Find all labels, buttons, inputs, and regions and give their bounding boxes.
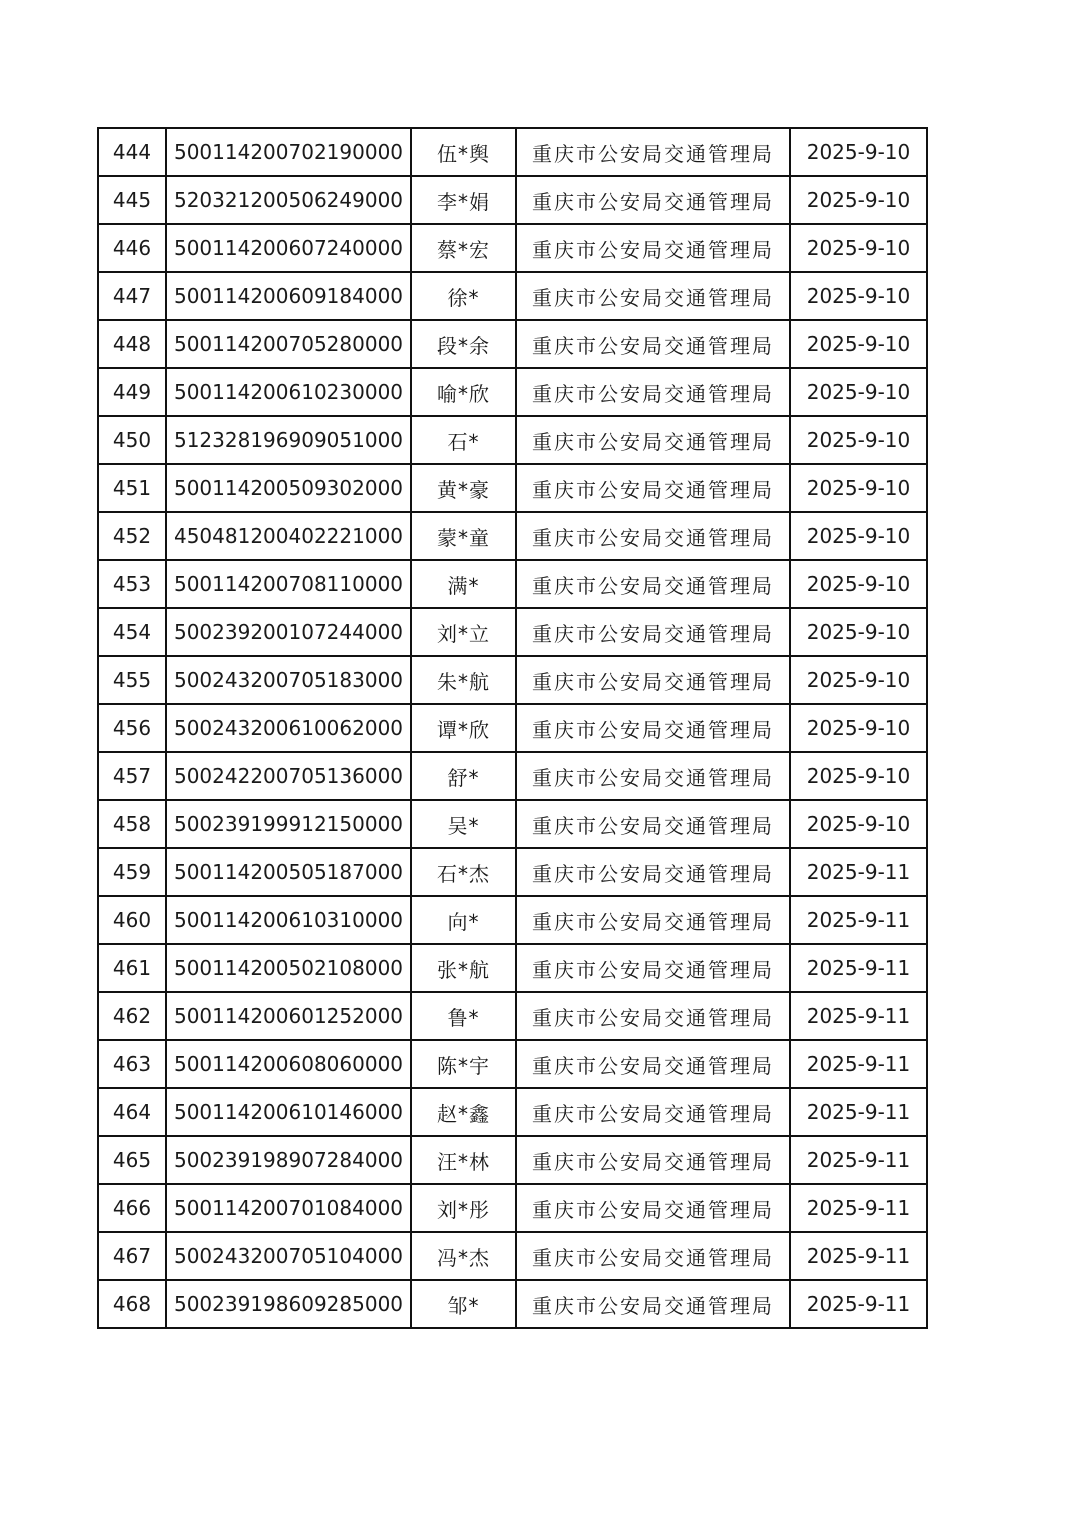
person-name-cell: 张*航: [411, 944, 516, 992]
date-cell: 2025-9-10: [790, 704, 927, 752]
table-row: [98, 464, 927, 512]
table-row: [98, 1232, 927, 1280]
table-row: [98, 656, 927, 704]
person-name-cell: 石*杰: [411, 848, 516, 896]
row-number-cell: 464: [98, 1088, 166, 1136]
person-name-cell: 蔡*宏: [411, 224, 516, 272]
date-cell: 2025-9-10: [790, 560, 927, 608]
row-number-cell: 444: [98, 128, 166, 176]
table-row: [98, 1040, 927, 1088]
id-number-cell: 500114200705280000: [166, 320, 411, 368]
table-row: [98, 272, 927, 320]
date-cell: 2025-9-10: [790, 128, 927, 176]
id-number-cell: 500239198609285000: [166, 1280, 411, 1328]
person-name-cell: 伍*舆: [411, 128, 516, 176]
row-number-cell: 448: [98, 320, 166, 368]
person-name-cell: 陈*宇: [411, 1040, 516, 1088]
id-number-cell: 500114200610310000: [166, 896, 411, 944]
date-cell: 2025-9-11: [790, 1280, 927, 1328]
table-row: [98, 848, 927, 896]
id-number-cell: 500239198907284000: [166, 1136, 411, 1184]
date-cell: 2025-9-10: [790, 224, 927, 272]
date-cell: 2025-9-10: [790, 368, 927, 416]
person-name-cell: 邹*: [411, 1280, 516, 1328]
authority-cell: 重庆市公安局交通管理局: [516, 1280, 790, 1328]
authority-cell: 重庆市公安局交通管理局: [516, 1136, 790, 1184]
row-number-cell: 456: [98, 704, 166, 752]
authority-cell: 重庆市公安局交通管理局: [516, 128, 790, 176]
date-cell: 2025-9-10: [790, 464, 927, 512]
row-number-cell: 447: [98, 272, 166, 320]
row-number-cell: 457: [98, 752, 166, 800]
row-number-cell: 463: [98, 1040, 166, 1088]
date-cell: 2025-9-11: [790, 992, 927, 1040]
date-cell: 2025-9-11: [790, 1232, 927, 1280]
date-cell: 2025-9-10: [790, 656, 927, 704]
date-cell: 2025-9-11: [790, 1040, 927, 1088]
authority-cell: 重庆市公安局交通管理局: [516, 560, 790, 608]
id-number-cell: 500114200509302000: [166, 464, 411, 512]
authority-cell: 重庆市公安局交通管理局: [516, 1040, 790, 1088]
authority-cell: 重庆市公安局交通管理局: [516, 224, 790, 272]
date-cell: 2025-9-10: [790, 416, 927, 464]
person-name-cell: 石*: [411, 416, 516, 464]
row-number-cell: 467: [98, 1232, 166, 1280]
person-name-cell: 冯*杰: [411, 1232, 516, 1280]
authority-cell: 重庆市公安局交通管理局: [516, 416, 790, 464]
row-number-cell: 468: [98, 1280, 166, 1328]
id-number-cell: 500114200708110000: [166, 560, 411, 608]
id-number-cell: 500114200608060000: [166, 1040, 411, 1088]
person-name-cell: 赵*鑫: [411, 1088, 516, 1136]
date-cell: 2025-9-10: [790, 512, 927, 560]
row-number-cell: 460: [98, 896, 166, 944]
authority-cell: 重庆市公安局交通管理局: [516, 272, 790, 320]
date-cell: 2025-9-10: [790, 608, 927, 656]
row-number-cell: 445: [98, 176, 166, 224]
table-row: [98, 320, 927, 368]
id-number-cell: 500243200705104000: [166, 1232, 411, 1280]
date-cell: 2025-9-11: [790, 944, 927, 992]
person-name-cell: 汪*林: [411, 1136, 516, 1184]
authority-cell: 重庆市公安局交通管理局: [516, 656, 790, 704]
table-row: [98, 368, 927, 416]
authority-cell: 重庆市公安局交通管理局: [516, 848, 790, 896]
authority-cell: 重庆市公安局交通管理局: [516, 1232, 790, 1280]
person-name-cell: 刘*立: [411, 608, 516, 656]
person-name-cell: 朱*航: [411, 656, 516, 704]
table-row: [98, 176, 927, 224]
date-cell: 2025-9-11: [790, 1088, 927, 1136]
person-name-cell: 蒙*童: [411, 512, 516, 560]
table-row: [98, 752, 927, 800]
authority-cell: 重庆市公安局交通管理局: [516, 752, 790, 800]
id-number-cell: 500114200601252000: [166, 992, 411, 1040]
id-number-cell: 500239200107244000: [166, 608, 411, 656]
authority-cell: 重庆市公安局交通管理局: [516, 992, 790, 1040]
row-number-cell: 465: [98, 1136, 166, 1184]
authority-cell: 重庆市公安局交通管理局: [516, 1184, 790, 1232]
authority-cell: 重庆市公安局交通管理局: [516, 944, 790, 992]
record-table: [97, 127, 928, 1329]
table-row: [98, 416, 927, 464]
date-cell: 2025-9-11: [790, 896, 927, 944]
table-row: [98, 1088, 927, 1136]
authority-cell: 重庆市公安局交通管理局: [516, 464, 790, 512]
person-name-cell: 向*: [411, 896, 516, 944]
person-name-cell: 谭*欣: [411, 704, 516, 752]
id-number-cell: 500114200702190000: [166, 128, 411, 176]
row-number-cell: 455: [98, 656, 166, 704]
id-number-cell: 500242200705136000: [166, 752, 411, 800]
table-row: [98, 992, 927, 1040]
id-number-cell: 500239199912150000: [166, 800, 411, 848]
authority-cell: 重庆市公安局交通管理局: [516, 368, 790, 416]
table-row: [98, 944, 927, 992]
table-row: [98, 128, 927, 176]
authority-cell: 重庆市公安局交通管理局: [516, 608, 790, 656]
row-number-cell: 451: [98, 464, 166, 512]
table-row: [98, 512, 927, 560]
id-number-cell: 500114200607240000: [166, 224, 411, 272]
person-name-cell: 段*余: [411, 320, 516, 368]
person-name-cell: 刘*彤: [411, 1184, 516, 1232]
authority-cell: 重庆市公安局交通管理局: [516, 1088, 790, 1136]
person-name-cell: 徐*: [411, 272, 516, 320]
authority-cell: 重庆市公安局交通管理局: [516, 176, 790, 224]
row-number-cell: 454: [98, 608, 166, 656]
authority-cell: 重庆市公安局交通管理局: [516, 896, 790, 944]
row-number-cell: 446: [98, 224, 166, 272]
authority-cell: 重庆市公安局交通管理局: [516, 320, 790, 368]
row-number-cell: 450: [98, 416, 166, 464]
id-number-cell: 500114200701084000: [166, 1184, 411, 1232]
person-name-cell: 舒*: [411, 752, 516, 800]
date-cell: 2025-9-11: [790, 1136, 927, 1184]
person-name-cell: 满*: [411, 560, 516, 608]
row-number-cell: 452: [98, 512, 166, 560]
row-number-cell: 459: [98, 848, 166, 896]
id-number-cell: 520321200506249000: [166, 176, 411, 224]
id-number-cell: 500114200502108000: [166, 944, 411, 992]
id-number-cell: 512328196909051000: [166, 416, 411, 464]
authority-cell: 重庆市公安局交通管理局: [516, 704, 790, 752]
id-number-cell: 500243200705183000: [166, 656, 411, 704]
date-cell: 2025-9-10: [790, 320, 927, 368]
record-table-container: [97, 127, 928, 1329]
row-number-cell: 466: [98, 1184, 166, 1232]
date-cell: 2025-9-10: [790, 800, 927, 848]
table-row: [98, 704, 927, 752]
table-row: [98, 224, 927, 272]
date-cell: 2025-9-10: [790, 272, 927, 320]
person-name-cell: 鲁*: [411, 992, 516, 1040]
row-number-cell: 453: [98, 560, 166, 608]
table-row: [98, 1184, 927, 1232]
date-cell: 2025-9-11: [790, 848, 927, 896]
authority-cell: 重庆市公安局交通管理局: [516, 800, 790, 848]
date-cell: 2025-9-11: [790, 1184, 927, 1232]
id-number-cell: 500243200610062000: [166, 704, 411, 752]
row-number-cell: 449: [98, 368, 166, 416]
id-number-cell: 500114200610230000: [166, 368, 411, 416]
table-row: [98, 560, 927, 608]
person-name-cell: 黄*豪: [411, 464, 516, 512]
person-name-cell: 李*娟: [411, 176, 516, 224]
table-row: [98, 1136, 927, 1184]
table-row: [98, 896, 927, 944]
person-name-cell: 吴*: [411, 800, 516, 848]
date-cell: 2025-9-10: [790, 176, 927, 224]
row-number-cell: 462: [98, 992, 166, 1040]
id-number-cell: 500114200610146000: [166, 1088, 411, 1136]
table-row: [98, 800, 927, 848]
table-row: [98, 1280, 927, 1328]
row-number-cell: 458: [98, 800, 166, 848]
id-number-cell: 450481200402221000: [166, 512, 411, 560]
row-number-cell: 461: [98, 944, 166, 992]
id-number-cell: 500114200609184000: [166, 272, 411, 320]
table-row: [98, 608, 927, 656]
id-number-cell: 500114200505187000: [166, 848, 411, 896]
date-cell: 2025-9-10: [790, 752, 927, 800]
record-table-body: [98, 128, 927, 1328]
person-name-cell: 喻*欣: [411, 368, 516, 416]
authority-cell: 重庆市公安局交通管理局: [516, 512, 790, 560]
